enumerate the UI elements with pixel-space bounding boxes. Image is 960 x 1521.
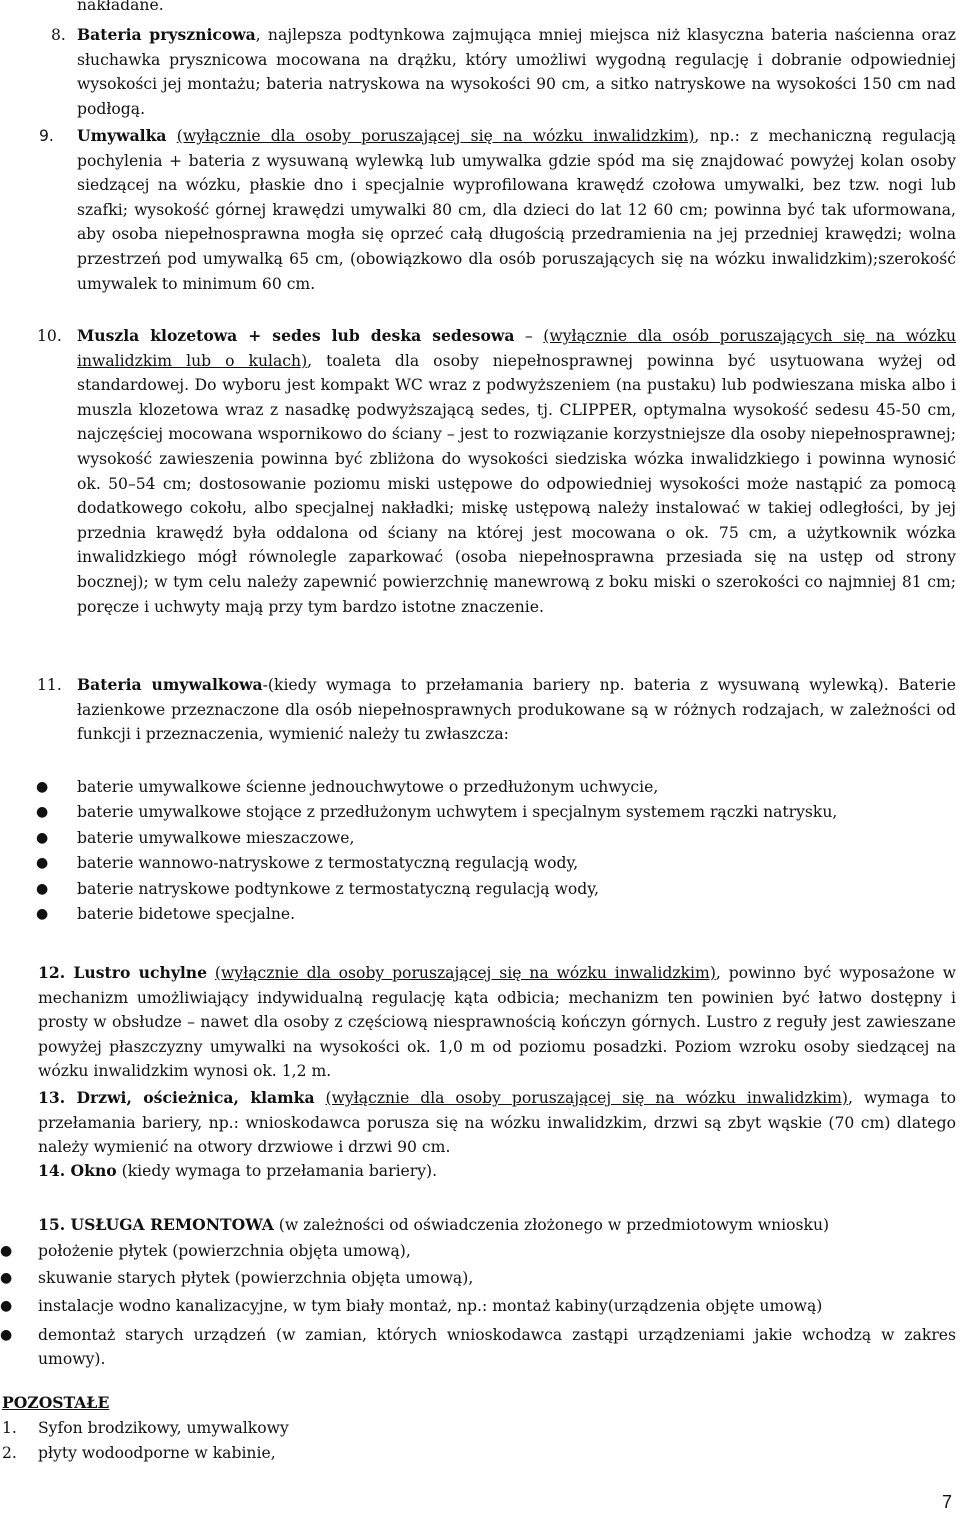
section-heading: POZOSTAŁE — [2, 1393, 110, 1412]
item-number: 11. — [37, 676, 62, 694]
list-item: 2. płyty wodoodporne w kabinie, — [2, 1444, 276, 1462]
item-12 — [38, 961, 956, 1084]
list-item: ● instalacje wodno kanalizacyjne, w tym biały montaż, np.: montaż kabiny(urządzenia objęte umową) — [38, 1294, 956, 1319]
item-9 — [39, 124, 956, 296]
item-title: Bateria umywalkowa — [77, 675, 263, 694]
list-item: 1. Syfon brodzikowy, umywalkowy — [2, 1419, 289, 1437]
item-text: (kiedy wymaga to przełamania bariery). — [116, 1162, 438, 1180]
list-item: ● baterie umywalkowe mieszaczowe, — [77, 826, 960, 851]
item-qualifier: (wyłącznie dla osoby poruszającej się na wózku inwalidzkim) — [325, 1089, 849, 1107]
item-title: Muszla klozetowa + sedes lub deska sedesowa — [77, 326, 515, 345]
item-title: Umywalka — [77, 126, 167, 145]
continued-fragment: nakładane. — [77, 0, 164, 14]
list-item: ● baterie bidetowe specjalne. — [77, 902, 960, 927]
item-qualifier: (wyłącznie dla osoby poruszającej się na wózku inwalidzkim) — [214, 964, 716, 982]
item-10 — [37, 324, 957, 619]
item-text: , np.: z mechaniczną regulacją pochylenia + bateria z wysuwaną wylewką lub umywalka gdzie spód ma się znajdować powyżej kolan osoby siedzącej na wózku, płaskie dno i specjalnie wyprofilowana krawędź czołowa umywalki, bez tzw. nogi lub szafki; wysokość górnej krawędzi umywalki 80 cm, dla dzieci do lat 12 60 cm; powinna być tak uformowana, aby osoba niepełnosprawna mogła się oprzeć całą długością przedramienia na jej przedniej krawędzi; wolna przestrzeń pod umywalką 65 cm, (obowiązkowo dla osób poruszających się na wózku inwalidzkim);szerokość umywalek to minimum 60 cm. — [77, 127, 956, 293]
bullet-icon: ● — [0, 1327, 13, 1344]
item-text: -(kiedy wymaga to przełamania bariery np. bateria z wysuwaną wylewką). Baterie łazienkowe przeznaczone dla osób niepełnosprawnych produkowane są w różnych rodzajach, w zależności od funkcji i przeznaczenia, wymienić należy tu zwłaszcza: — [77, 676, 957, 744]
other-items-list — [2, 1416, 289, 1466]
item-title: 12. Lustro uchylne — [38, 963, 208, 982]
list-item: ● baterie umywalkowe ścienne jednouchwytowe o przedłużonym uchwycie, — [77, 775, 960, 800]
bullet-icon: ● — [36, 779, 49, 795]
item-number: 8. — [51, 26, 66, 44]
item-8 — [51, 23, 956, 121]
bullet-icon: ● — [36, 829, 49, 846]
item-title: Bateria prysznicowa — [77, 25, 256, 44]
item-title: 15. USŁUGA REMONTOWA — [38, 1215, 274, 1234]
list-item: ● demontaż starych urządzeń (w zamian, których wnioskodawca zastąpi urządzeniami jakie wchodzą w zakres umowy). — [38, 1323, 956, 1371]
item-14 — [38, 1159, 956, 1184]
item-text: , toaleta dla osoby niepełnosprawnej powinna być usytuowana wyżej od standardowej. Do wyboru jest kompakt WC wraz z podwyższeniem (na pustaku) lub podwieszana miska albo i muszla klozetowa wraz z nasadkę podwyższającą sedes, tj. CLIPPER, optymalna wysokość sedesu 45-50 cm, najczęściej mocowana wspornikowo do ściany – jest to rozwiązanie korzystniejsze dla osoby niepełnosprawnej; wysokość zawieszenia powinna być zbliżona do wysokości siedziska wózka inwalidzkiego i powinna wynosić ok. 50–54 cm; dostosowanie poziomu miski ustępowe do odpowiedniej wysokości może nastąpić za pomocą dodatkowego cokołu, albo specjalnej nakładki; miskę ustępową należy instalować w takiej odległości, by jej przednia krawędź była oddalona od ściany na której jest mocowana o ok. 75 cm, a użytkownik wózka inwalidzkiego mógł równolegle zaparkować (osoba niepełnosprawna przesiada się na ustęp od strony bocznej); w tym celu należy zapewnić powierzchnię manewrową z boku miski o szerokości co najmniej 81 cm; poręcze i uchwyty mają przy tym bardzo istotne znaczenie. — [77, 351, 956, 616]
bullet-icon: ● — [36, 804, 49, 821]
item-number: 9. — [39, 127, 54, 145]
item-text: (w zależności od oświadczenia złożonego w przedmiotowym wniosku) — [273, 1216, 830, 1234]
item-11 — [37, 673, 957, 747]
list-item: ● baterie umywalkowe stojące z przedłużonym uchwytem i specjalnym systemem rączki natrysku, — [77, 800, 960, 825]
page-number: 7 — [941, 1492, 952, 1512]
item-text: , najlepsza podtynkowa zajmująca mniej miejsca niż klasyczna bateria naścienna oraz słuchawka prysznicowa mocowana na drążku, który umożliwi wygodną regulację i dobranie odpowiedniej wysokości jej montażu; bateria natryskowa na wysokości 90 cm, a sitko natryskowe na wysokości 150 cm nad podłogą. — [77, 26, 956, 118]
item-title: 13. Drzwi, ościeżnica, klamka — [38, 1088, 315, 1107]
item-qualifier: (wyłącznie dla osób poruszających się na wózku inwalidzkim lub o kulach) — [77, 327, 957, 370]
bullet-icon: ● — [36, 906, 49, 923]
list-item: ● położenie płytek (powierzchnia objęta umową), — [38, 1239, 956, 1264]
bullet-icon: ● — [36, 880, 49, 897]
item-13 — [38, 1086, 956, 1160]
renovation-services-list — [0, 1239, 956, 1371]
item-text: , powinno być wyposażone w mechanizm umożliwiający indywidualną regulację kąta odbicia; mechanizm ten powinien być łatwo dostępny i prosty w obsłudze – nawet dla osoby z częściową niesprawnością kończyn górnych. Lustro z reguły jest zawieszane powyżej płaszczyzny umywalki na wysokości ok. 1,0 m od poziomu posadzki. Poziom wzroku osoby siedzącej na wózku inwalidzkim wynosi ok. 1,2 m. — [38, 964, 956, 1081]
list-item: ● skuwanie starych płytek (powierzchnia objęta umową), — [38, 1266, 956, 1291]
bullet-icon: ● — [0, 1297, 13, 1314]
item-text: , wymaga to przełamania bariery, np.: wnioskodawca porusza się na wózku inwalidzkim, drzwi są zbyt wąskie (70 cm) dlatego należy wymienić na otwory drzwiowe i drzwi 90 cm. — [38, 1089, 956, 1157]
bullet-icon: ● — [0, 1243, 13, 1259]
item-qualifier: (wyłącznie dla osoby poruszającej się na wózku inwalidzkim) — [176, 127, 695, 145]
list-item: ● baterie wannowo-natryskowe z termostatyczną regulacją wody, — [77, 851, 960, 876]
battery-types-list — [36, 775, 960, 927]
list-item: ● baterie natryskowe podtynkowe z termostatyczną regulacją wody, — [77, 877, 960, 902]
item-number: 10. — [37, 327, 62, 345]
item-title: 14. Okno — [38, 1161, 117, 1180]
bullet-icon: ● — [0, 1270, 13, 1287]
item-15 — [38, 1213, 956, 1238]
item-dash: – — [514, 327, 544, 345]
bullet-icon: ● — [36, 855, 49, 872]
